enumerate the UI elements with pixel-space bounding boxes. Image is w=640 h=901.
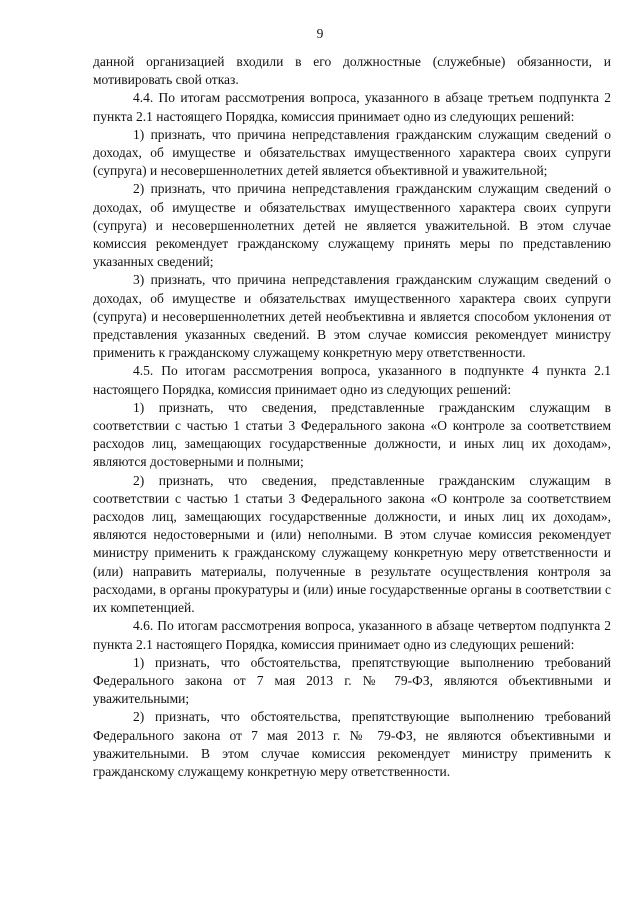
- paragraph-4-6-item-1: 1) признать, что обстоятельства, препятствующие выполнению требований Федерального закона от 7 мая 2013 г. № 79-ФЗ, являются объективными и уважительными;: [93, 654, 611, 707]
- page-number: 9: [316, 26, 324, 41]
- paragraph-4-5-item-1: 1) признать, что сведения, представленные гражданским служащим в соответствии с частью 1 статьи 3 Федерального закона «О контроле за соответствием расходов лиц, замещающих государственные должности, и иных лиц их доходам», являются достоверными и полными;: [93, 399, 611, 470]
- paragraph-4-4-item-3: 3) признать, что причина непредставления гражданским служащим сведений о доходах, об имуществе и обязательствах имущественного характера своих супруги (супруга) и несовершеннолетних детей необъективна и является способом уклонения от представления указанных сведений. В этом случае комиссия рекомендует министру применить к гражданскому служащему конкретную меру ответственности.: [93, 272, 611, 361]
- paragraph-4-5-item-2: 2) признать, что сведения, представленные гражданским служащим в соответствии с частью 1 статьи 3 Федерального закона «О контроле за соответствием расходов лиц, замещающих государственные должности, и иных лиц их доходам», являются недостоверными и (или) неполными. В этом случае комиссия рекомендует министру применить к гражданскому служащему конкретную меру ответственности и (или) направить материалы, полученные в результате осуществления контроля за расходами, в органы прокуратуры и (или) иные государственные органы в соответствии с их компетенцией.: [93, 472, 611, 616]
- paragraph-4-5: 4.5. По итогам рассмотрения вопроса, указанного в подпункте 4 пункта 2.1 настоящего Порядка, комиссия принимает одно из следующих решений:: [93, 363, 611, 397]
- document-body: [93, 53, 611, 781]
- paragraph-4-4: 4.4. По итогам рассмотрения вопроса, указанного в абзаце третьем подпункта 2 пункта 2.1 настоящего Порядка, комиссия принимает одно из следующих решений:: [93, 90, 611, 124]
- paragraph-4-4-item-1: 1) признать, что причина непредставления гражданским служащим сведений о доходах, об имуществе и обязательствах имущественного характера своих супруги (супруга) и несовершеннолетних детей является объективной и уважительной;: [93, 126, 611, 179]
- paragraph-4-4-item-2: 2) признать, что причина непредставления гражданским служащим сведений о доходах, об имуществе и обязательствах имущественного характера своих супруги (супруга) и несовершеннолетних детей не является уважительной. В этом случае комиссия рекомендует гражданскому служащему принять меры по представлению указанных сведений;: [93, 181, 611, 270]
- paragraph-4-6-item-2: 2) признать, что обстоятельства, препятствующие выполнению требований Федерального закона от 7 мая 2013 г. № 79-ФЗ, не являются объективными и уважительными. В этом случае комиссия рекомендует министру применить к гражданскому служащему конкретную меру ответственности.: [93, 709, 611, 779]
- paragraph-4-6: 4.6. По итогам рассмотрения вопроса, указанного в абзаце четвертом подпункта 2 пункта 2.1 настоящего Порядка, комиссия принимает одно из следующих решений:: [93, 618, 611, 652]
- paragraph-continuation: данной организацией входили в его должностные (служебные) обязанности, и мотивировать свой отказ.: [93, 54, 611, 88]
